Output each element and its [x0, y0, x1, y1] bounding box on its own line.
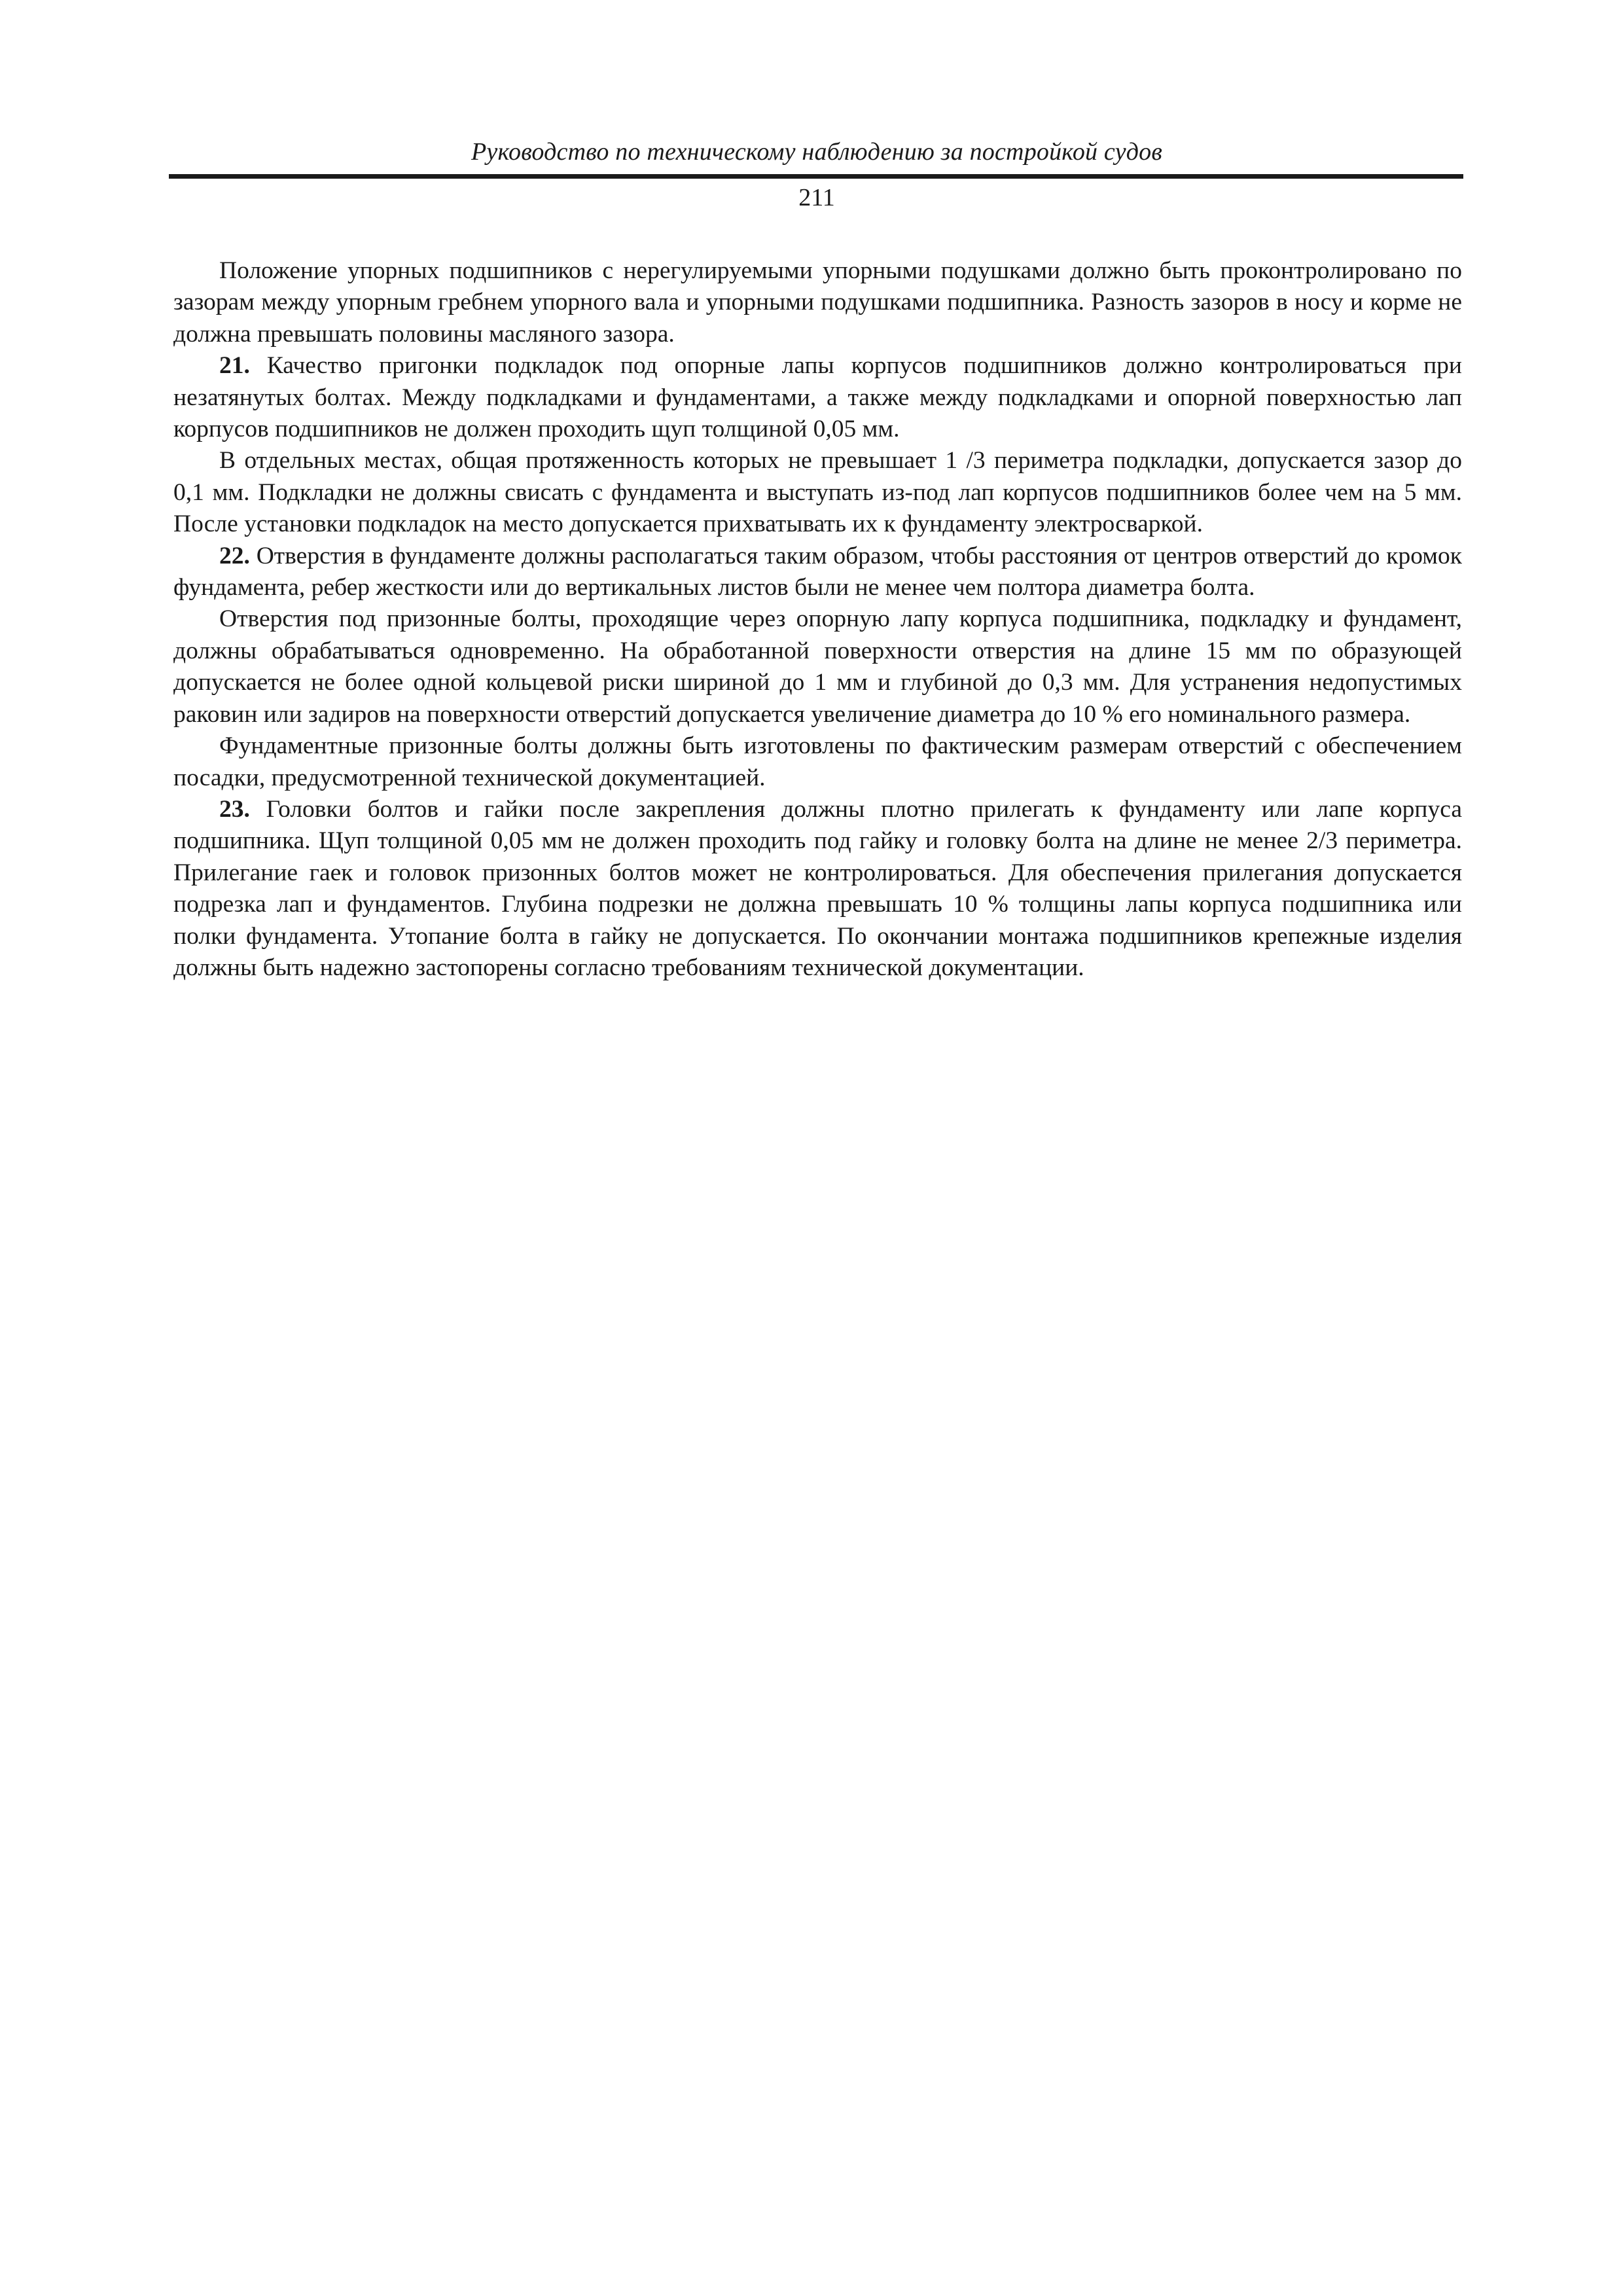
header-rule — [169, 174, 1463, 179]
clause-number: 22. — [219, 542, 250, 569]
paragraph-text: Положение упорных подшипников с нерегулируемыми упорными подушками должно быть проконтролировано по зазорам между упорным гребнем упорного вала и упорными подушками подшипника. Разность зазоров в носу и корме не должна превышать половины масляного зазора. — [173, 257, 1462, 348]
paragraph-text: Отверстия в фундаменте должны располагаться таким образом, чтобы расстояния от центров отверстий до кромок фундамента, ребер жесткости или до вертикальных листов были не менее чем полтора диаметра болта. — [173, 542, 1462, 601]
paragraph — [173, 255, 1462, 350]
paragraph-text: Головки болтов и гайки после закрепления должны плотно прилегать к фундаменту или лапе корпуса подшипника. Щуп толщиной 0,05 мм не должен проходить под гайку и головку болта на длине не менее 2/3 периметра. Прилегание гаек и головок призонных болтов может не контролироваться. Для обеспечения прилегания допускается подрезка лап и фундаментов. Глубина подрезки не должна превышать 10 % толщины лапы корпуса подшипника или полки фундамента. Утопание болта в гайку не допускается. По окончании монтажа подшипников крепежные изделия должны быть надежно застопорены согласно требованиям технической документации. — [173, 795, 1462, 981]
paragraph — [173, 350, 1462, 445]
paragraph-text: Фундаментные призонные болты должны быть изготовлены по фактическим размерам отверстий с обеспечением посадки, предусмотренной технической документацией. — [173, 732, 1462, 791]
page-number: 211 — [798, 184, 835, 211]
paragraph — [173, 794, 1462, 984]
running-header: Руководство по техническому наблюдению за постройкой судов — [471, 138, 1163, 166]
paragraph-text: Отверстия под призонные болты, проходящие через опорную лапу корпуса подшипника, подкладку и фундамент, должны обрабатываться одновременно. На обработанной поверхности отверстия на длине 15 мм по образующей допускается не более одной кольцевой риски шириной до 1 мм и глубиной до 0,3 мм. Для устранения недопустимых раковин или задиров на поверхности отверстий допускается увеличение диаметра до 10 % его номинального размера. — [173, 605, 1462, 728]
paragraph-text: В отдельных местах, общая протяженность которых не превышает 1 /3 периметра подкладки, допускается зазор до 0,1 мм. Подкладки не должны свисать с фундамента и выступать из-под лап корпусов подшипников более чем на 5 мм. После установки подкладок на место допускается прихватывать их к фундаменту электросваркой. — [173, 447, 1462, 538]
body-text — [173, 255, 1462, 984]
paragraph — [173, 541, 1462, 604]
clause-number: 23. — [219, 795, 250, 823]
clause-number: 21. — [219, 352, 250, 380]
paragraph — [173, 730, 1462, 794]
paragraph-text: Качество пригонки подкладок под опорные лапы корпусов подшипников должно контролироваться при незатянутых болтах. Между подкладками и фундаментами, а также между подкладками и опорной поверхностью лап корпусов подшипников не должен проходить щуп толщиной 0,05 мм. — [173, 352, 1462, 443]
paragraph — [173, 445, 1462, 540]
paragraph — [173, 603, 1462, 730]
